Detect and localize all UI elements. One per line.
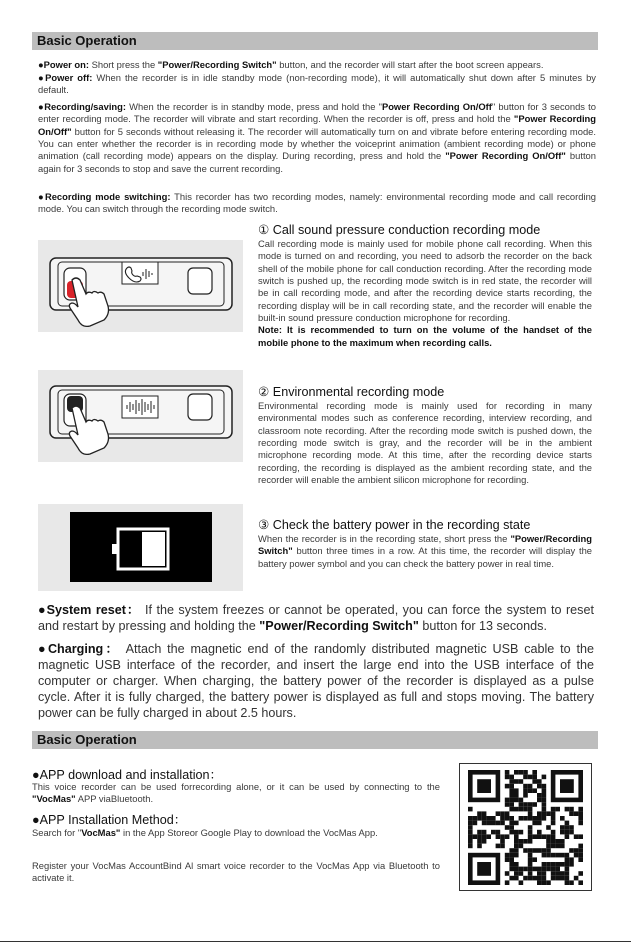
app-install-body: Search for "VocMas" in the App Storeor Google Play to download the VocMas App. (32, 827, 378, 838)
power-off-paragraph: ●Power off: When the recorder is in idle standby mode (non-recording mode), it will automatically shut down after 5 minutes by default. (38, 72, 596, 96)
mode2-body: Environmental recording mode is mainly used for recording in many environmental modes such as conference recording, interview recording, and classroom note recording. After the recording mode switch is pushed down, the recording mode switch is gray, and the recorder will be in the ambient microphone recording mode. At this time, after the recording device starts recording, the recording is displayed as the ambient recording state, and the recorder will enable the ambient silicon microphone for recording. (258, 400, 592, 486)
charging-paragraph: ●Charging： Attach the magnetic end of the randomly distributed magnetic USB cable to the magnetic USB interface of the recorder, and insert the large end into the USB interface of the computer or charger. When charging, the battery power of the recorder is displayed as a pulse cycle. After it is fully charged, the battery power is displayed as full and stops moving. The battery power can be fully charged in about 2.5 hours. (38, 642, 594, 720)
mode3-body: When the recorder is in the recording state, short press the "Power/Recording Switch" button three times in a row. At this time, the recorder will display the battery power symbol and you can check the battery power in real time. (258, 533, 592, 569)
system-reset-paragraph: ●System reset： If the system freezes or cannot be operated, you can force the system to reset and restart by pressing and holding the "Power/Recording Switch" button for 13 seconds. (38, 603, 594, 633)
mode-switching-paragraph: ●Recording mode switching: This recorder has two recording modes, namely: environmental recording mode and call recording mode. You can switch through the recording mode switch. (38, 191, 596, 215)
device-ambient-mode-illustration (38, 370, 243, 462)
battery-display-illustration (38, 504, 243, 591)
app-register-body: Register your VocMas AccountBind Al smart voice recorder to the VocMas App via Bluetooth to activate it. (32, 860, 440, 884)
app-download-body: This voice recorder can be used forrecording alone, or it can be used by connecting to the "VocMas" APP viaBluetooth. (32, 781, 440, 805)
device-call-mode-illustration (38, 240, 243, 332)
mode1-heading: ① Call sound pressure conduction recording mode (258, 223, 541, 237)
section-header-basic-operation-2: Basic Operation (32, 731, 598, 749)
power-on-paragraph: ●Power on: Short press the "Power/Recording Switch" button, and the recorder will start after the boot screen appears. (38, 59, 544, 70)
footer-divider (0, 941, 631, 942)
app-install-heading: ●APP Installation Method： (32, 813, 187, 827)
mode1-body: Call recording mode is mainly used for mobile phone call recording. When this mode is turned on and recording, you need to adsorb the recorder on the back shell of the mobile phone for call conduction recording. After the recording mode switch is pushed up, the recording mode switch is in red state, the recorder will be in call recording mode, and after the recording device starts recording, the recording display will be in call recording state, and the recorder will enable the built-in sound pressure conduction microphone for recording. Note: It is recommended to turn on the volume of the handset of the mobile phone to the maximum when recording calls. (258, 238, 592, 348)
section-header-basic-operation: Basic Operation (32, 32, 598, 50)
mode2-heading: ② Environmental recording mode (258, 385, 445, 399)
mode3-heading: ③ Check the battery power in the recording state (258, 518, 531, 532)
app-download-heading: ●APP download and installation： (32, 768, 223, 782)
recording-saving-paragraph: ●Recording/saving: When the recorder is in standby mode, press and hold the "Power Recording On/Off" button for 3 seconds to enter recording mode. The recorder will vibrate and start recording. When the recorder is off, press and hold the "Power Recording On/Off" button for 5 seconds without releasing it. The recorder will automatically turn on and vibrate before entering recording mode. You can enter whether the recorder is in recording mode by whether the voiceprint animation (ambient recording mode) or phone animation (call recording mode) appears on the display. During recording, press and hold the "Power Recording On/Off" button again for 3 seconds to stop and save the current recording. (38, 101, 597, 174)
qr-code[interactable] (459, 763, 592, 891)
